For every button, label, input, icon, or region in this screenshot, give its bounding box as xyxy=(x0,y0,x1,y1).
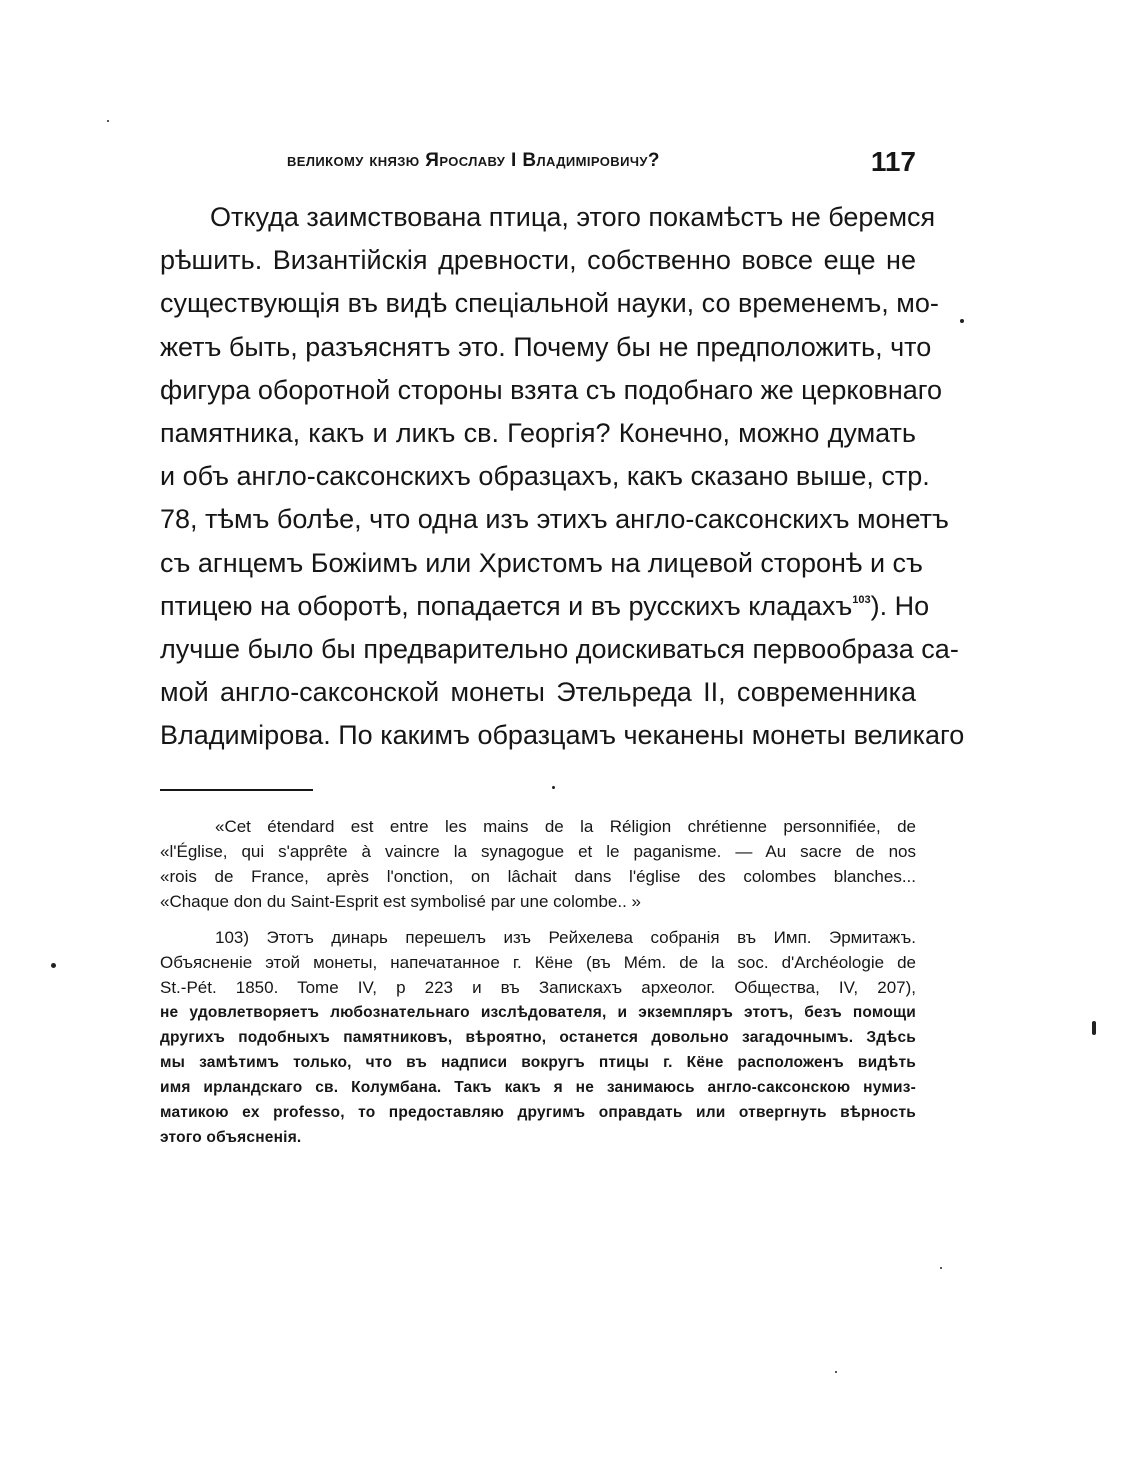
footnote-quote-line: «Chaque don du Saint-Esprit est symbolisé par une colombe.. » xyxy=(160,892,641,911)
text-line: 78, тѣмъ болѣе, что одна изъ этихъ англо-саксонскихъ монетъ xyxy=(160,504,949,535)
page-number: 117 xyxy=(870,146,916,177)
running-title: великому князю Ярославу I Владиміровичу? xyxy=(287,150,660,171)
scan-speck xyxy=(940,1267,942,1269)
footnote-quote-line: «l'Église, qui s'apprête à vaincre la synagogue et le paganisme. — Au sacre de nos xyxy=(160,842,916,861)
footnote-gap xyxy=(160,914,916,925)
footnote-quote-line: «rois de France, après l'onction, on lâchait dans l'église des colombes blanches... xyxy=(160,867,916,886)
text-segment: ). Но xyxy=(870,590,930,621)
footnotes xyxy=(160,814,916,1150)
footnote-103-line: Объясненіе этой монеты, напечатанное г. Кёне (въ Mém. de la soc. d'Archéologie de xyxy=(160,953,916,972)
footnote-103-line: 103) Этотъ динарь перешелъ изъ Рейхелева собранія въ Имп. Эрмитажъ. xyxy=(215,928,916,947)
text-line: памятника, какъ и ликъ св. Георгія? Конечно, можно думать xyxy=(160,417,916,448)
footnote-103-line: St.-Pét. 1850. Tome IV, p 223 и въ Запискахъ археолог. Общества, IV, 207), xyxy=(160,978,916,997)
page-header xyxy=(160,146,916,182)
text-line: рѣшить. Византійскія древности, собственно вовсе еще не xyxy=(160,245,916,276)
footnote-divider xyxy=(160,789,313,791)
footnote-quote-line: «Cet étendard est entre les mains de la Réligion chrétienne personnifiée, de xyxy=(215,817,916,836)
scan-speck xyxy=(835,1371,837,1373)
footnote-reference[interactable]: 103 xyxy=(852,593,871,606)
footnote-103-line: мы замѣтимъ только, что въ надписи вокругъ птицы г. Кёне расположенъ видѣть xyxy=(160,1054,916,1071)
text-line: Владимірова. По какимъ образцамъ чеканены монеты великаго xyxy=(160,720,965,751)
text-line: и объ англо-саксонскихъ образцахъ, какъ сказано выше, стр. xyxy=(160,461,930,492)
footnote-103-line: матикою ex professo, то предоставляю другимъ оправдать или отвергнуть вѣрность xyxy=(160,1104,916,1121)
footnote-103-line: этого объясненія. xyxy=(160,1129,302,1146)
text-line: мой англо-саксонской монеты Этельреда II, современника xyxy=(160,677,916,708)
scan-speck xyxy=(960,319,964,323)
scan-speck xyxy=(51,963,56,968)
text-line: лучше было бы предварительно доискиваться первообраза са- xyxy=(160,633,959,664)
scan-speck xyxy=(107,120,109,122)
scan-speck xyxy=(1092,1021,1096,1035)
footnote-103-line: имя ирландскаго св. Колумбана. Такъ какъ я не занимаюсь англо-саксонскою нумиз- xyxy=(160,1079,916,1096)
text-segment: птицею на оборотѣ, попадается и въ русскихъ кладахъ xyxy=(160,590,853,621)
text-line: Откуда заимствована птица, этого покамѣстъ не беремся xyxy=(210,202,936,232)
main-text xyxy=(160,196,965,757)
footnote-103-line: другихъ подобныхъ памятниковъ, вѣроятно, останется довольно загадочнымъ. Здѣсь xyxy=(160,1029,916,1046)
text-line: жетъ быть, разъяснятъ это. Почему бы не предположить, что xyxy=(160,331,932,362)
text-line: существующія въ видѣ спеціальной науки, со временемъ, мо- xyxy=(160,288,939,319)
text-line-with-footnote-ref xyxy=(160,585,930,628)
text-line: съ агнцемъ Божіимъ или Христомъ на лицевой сторонѣ и съ xyxy=(160,547,923,578)
footnote-103-line: не удовлетворяетъ любознательнаго изслѣдователя, и экземпляръ этотъ, безъ помощи xyxy=(160,1004,916,1021)
text-line: фигура оборотной стороны взята съ подобнаго же церковнаго xyxy=(160,374,943,405)
scan-speck xyxy=(552,786,555,789)
